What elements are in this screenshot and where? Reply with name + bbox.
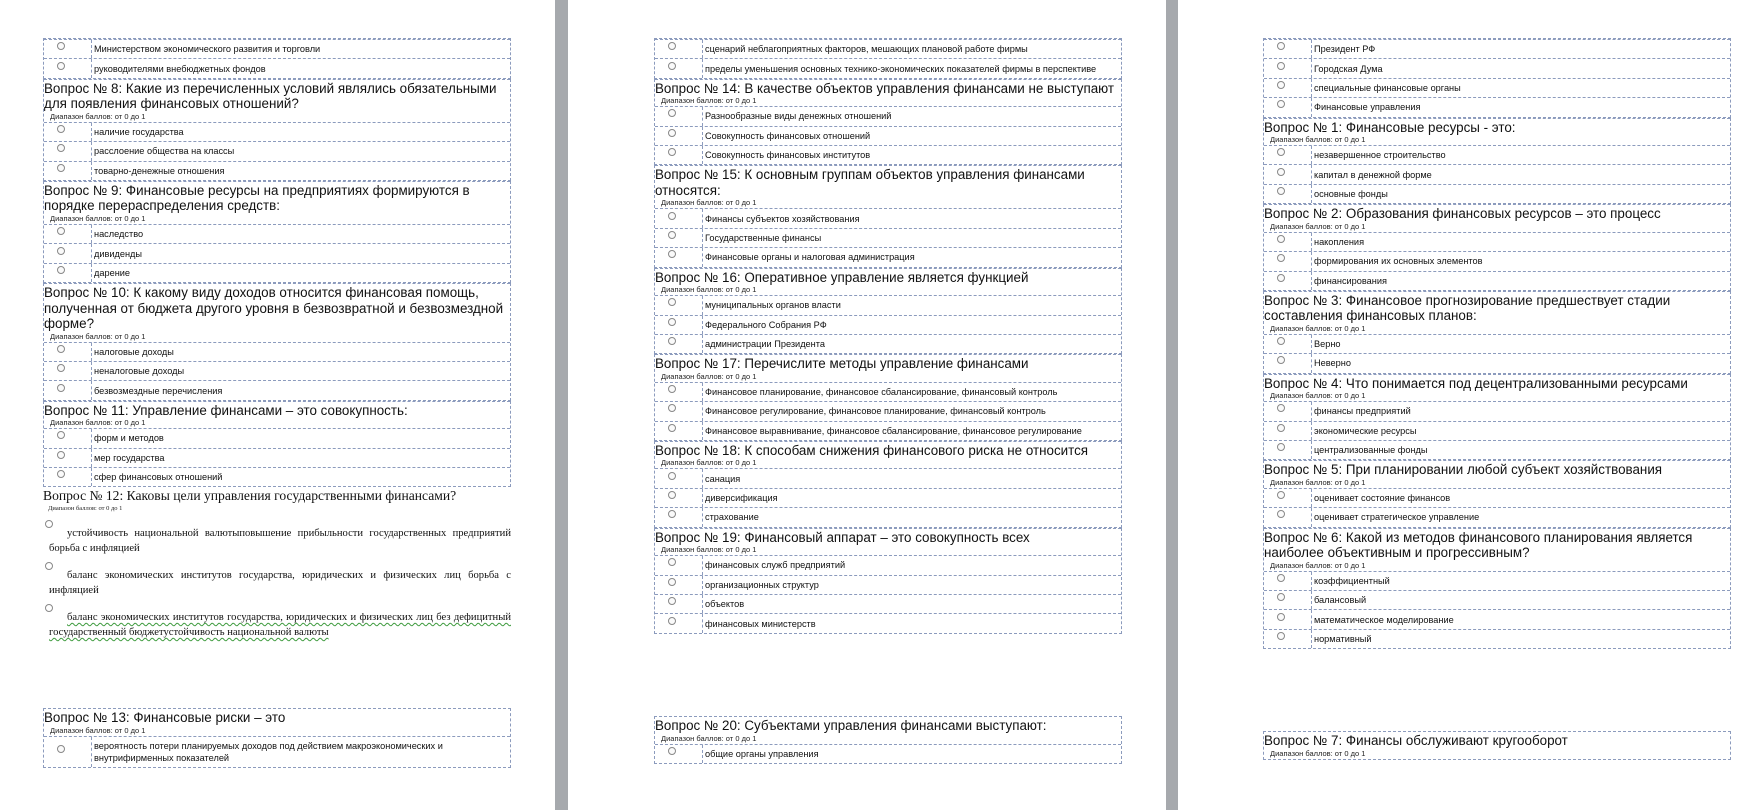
question-block-top: [1263, 38, 1731, 649]
radio-button[interactable]: [1277, 593, 1285, 601]
score-range: Диапазон баллов: от 0 до 1: [1270, 748, 1366, 758]
answer-option[interactable]: Неверно: [1264, 353, 1730, 372]
radio-button[interactable]: [57, 451, 65, 459]
question-continuation: [654, 38, 1122, 79]
radio-button[interactable]: [1277, 510, 1285, 518]
answer-option[interactable]: централизованные фонды: [1264, 440, 1730, 459]
question-title: Вопрос № 14: В качестве объектов управления финансами не выступают: [655, 79, 1121, 97]
answer-option[interactable]: Финансовые управления: [1264, 97, 1730, 116]
answer-option[interactable]: организационных структур: [655, 575, 1121, 594]
answer-option[interactable]: руководителями внебюджетных фондов: [44, 58, 510, 77]
question-title: Вопрос № 3: Финансовое прогнозирование предшествует стадии составления финансовых планов:: [1264, 291, 1730, 324]
question-10: [43, 283, 511, 401]
score-range: Диапазон баллов: от 0 до 1: [50, 331, 146, 341]
radio-button[interactable]: [668, 578, 676, 586]
radio-button[interactable]: [668, 424, 676, 432]
answer-option[interactable]: Финансовое регулирование, финансовое планирование, финансовый контроль: [655, 401, 1121, 420]
radio-button[interactable]: [57, 431, 65, 439]
question-7: [1263, 731, 1731, 760]
answer-option[interactable]: финансирования: [1264, 271, 1730, 290]
answer-option[interactable]: сценарий неблагоприятных факторов, мешающих плановой работе фирмы: [655, 39, 1121, 58]
radio-button[interactable]: [57, 745, 65, 753]
answer-option[interactable]: оценивает стратегическое управление: [1264, 507, 1730, 526]
answer-option[interactable]: администрации Президента: [655, 334, 1121, 353]
answer-option[interactable]: Финансовое выравнивание, финансовое сбалансирование, финансовое регулирование: [655, 421, 1121, 440]
question-title: Вопрос № 4: Что понимается под децентрализованными ресурсами: [1264, 374, 1730, 392]
question-2: [1263, 204, 1731, 291]
radio-button[interactable]: [668, 747, 676, 755]
question-20: [654, 716, 1122, 764]
answer-option[interactable]: баланс экономических институтов государства, юридических и физических лиц борьба с инфляцией: [43, 562, 511, 598]
radio-button[interactable]: [57, 144, 65, 152]
radio-button[interactable]: [1277, 574, 1285, 582]
radio-button[interactable]: [1277, 187, 1285, 195]
answer-option[interactable]: Финансовые органы и налоговая администрация: [655, 247, 1121, 266]
radio-button[interactable]: [57, 62, 65, 70]
question-1: [1263, 118, 1731, 205]
radio-button[interactable]: [1277, 100, 1285, 108]
radio-button[interactable]: [668, 148, 676, 156]
radio-button[interactable]: [668, 109, 676, 117]
radio-button[interactable]: [668, 472, 676, 480]
answer-option[interactable]: специальные финансовые органы: [1264, 78, 1730, 97]
answer-option[interactable]: объектов: [655, 594, 1121, 613]
answer-option[interactable]: дарение: [44, 263, 510, 282]
question-4: [1263, 374, 1731, 461]
answer-option[interactable]: Финансовое планирование, финансовое сбалансирование, финансовый контроль: [655, 382, 1121, 401]
score-range: Диапазон баллов: от 0 до 1: [1270, 135, 1366, 145]
answer-option[interactable]: математическое моделирование: [1264, 609, 1730, 628]
answer-option[interactable]: капитал в денежной форме: [1264, 164, 1730, 183]
answer-option[interactable]: наличие государства: [44, 122, 510, 141]
question-title: Вопрос № 5: При планировании любой субъект хозяйствования: [1264, 460, 1730, 478]
radio-button[interactable]: [668, 62, 676, 70]
radio-button[interactable]: [1277, 443, 1285, 451]
question-17: [654, 354, 1122, 441]
radio-button[interactable]: [668, 597, 676, 605]
radio-button[interactable]: [668, 231, 676, 239]
answer-option[interactable]: экономические ресурсы: [1264, 421, 1730, 440]
answer-option[interactable]: наследство: [44, 224, 510, 243]
answer-option[interactable]: форм и методов: [44, 428, 510, 447]
radio-button[interactable]: [1277, 424, 1285, 432]
score-range: Диапазон баллов: от 0 до 1: [1270, 391, 1366, 401]
score-range: Диапазон баллов: от 0 до 1: [661, 285, 757, 295]
score-range: Диапазон баллов: от 0 до 1: [50, 111, 146, 121]
score-range: Диапазон баллов: от 0 до 1: [661, 371, 757, 381]
score-range: Диапазон баллов: от 0 до 1: [50, 418, 146, 428]
question-19: [654, 528, 1122, 634]
question-15: [654, 165, 1122, 267]
score-range: Диапазон баллов: от 0 до 1: [1270, 323, 1366, 333]
radio-button[interactable]: [1277, 42, 1285, 50]
score-range: Диапазон баллов: от 0 до 1: [1270, 560, 1366, 570]
question-block-top: [43, 38, 511, 640]
answer-option[interactable]: финансовых министерств: [655, 613, 1121, 632]
answer-option[interactable]: общие органы управления: [655, 744, 1121, 763]
radio-button[interactable]: [57, 42, 65, 50]
radio-button[interactable]: [668, 510, 676, 518]
answer-option[interactable]: дивиденды: [44, 243, 510, 262]
question-6: [1263, 528, 1731, 650]
score-range: Диапазон баллов: от 0 до 1: [661, 96, 757, 106]
radio-button[interactable]: [668, 212, 676, 220]
answer-option[interactable]: Федерального Собрания РФ: [655, 315, 1121, 334]
radio-button[interactable]: [668, 491, 676, 499]
answer-option[interactable]: устойчивость национальной валютыповышение прибыльности государственных предприятий борьба с инфляцией: [43, 520, 511, 556]
answer-option[interactable]: оценивает состояние финансов: [1264, 488, 1730, 507]
score-range: Диапазон баллов: от 0 до 1: [1270, 477, 1366, 487]
radio-button[interactable]: [1277, 613, 1285, 621]
radio-button[interactable]: [57, 470, 65, 478]
document-page-3: [1178, 0, 1760, 810]
answer-option[interactable]: финансы предприятий: [1264, 401, 1730, 420]
radio-button[interactable]: [668, 129, 676, 137]
radio-button[interactable]: [1277, 62, 1285, 70]
question-11: [43, 401, 511, 488]
question-title: Вопрос № 8: Какие из перечисленных условий являлись обязательными для появления финансовых отношений?: [44, 79, 510, 112]
question-continuation: [43, 38, 511, 79]
radio-button[interactable]: [668, 337, 676, 345]
radio-button[interactable]: [668, 318, 676, 326]
answer-option[interactable]: Государственные финансы: [655, 228, 1121, 247]
question-13: [43, 708, 511, 768]
answer-option[interactable]: основные фонды: [1264, 184, 1730, 203]
question-16: [654, 268, 1122, 355]
question-block-bottom: [654, 716, 1122, 764]
question-block-bottom: [1263, 731, 1731, 760]
radio-button[interactable]: [57, 247, 65, 255]
radio-button[interactable]: [1277, 274, 1285, 282]
answer-option[interactable]: Президент РФ: [1264, 39, 1730, 58]
question-title: Вопрос № 1: Финансовые ресурсы - это:: [1264, 118, 1730, 136]
radio-button[interactable]: [1277, 356, 1285, 364]
answer-option[interactable]: муниципальных органов власти: [655, 295, 1121, 314]
score-range: Диапазон баллов: от 0 до 1: [661, 198, 757, 208]
answer-option[interactable]: Совокупность финансовых институтов: [655, 145, 1121, 164]
answer-option[interactable]: Совокупность финансовых отношений: [655, 126, 1121, 145]
radio-button[interactable]: [668, 404, 676, 412]
radio-button[interactable]: [1277, 491, 1285, 499]
answer-option[interactable]: расслоение общества на классы: [44, 141, 510, 160]
radio-button[interactable]: [668, 250, 676, 258]
answer-option[interactable]: неналоговые доходы: [44, 361, 510, 380]
question-title: Вопрос № 19: Финансовый аппарат – это совокупность всех: [655, 528, 1121, 546]
answer-option[interactable]: нормативный: [1264, 629, 1730, 648]
question-3: [1263, 291, 1731, 374]
question-title: Вопрос № 20: Субъектами управления финансами выступают:: [655, 718, 1047, 733]
answer-option[interactable]: коэффициентный: [1264, 571, 1730, 590]
answer-option[interactable]: балансовый: [1264, 590, 1730, 609]
radio-button[interactable]: [668, 42, 676, 50]
radio-button[interactable]: [57, 266, 65, 274]
radio-button[interactable]: [1277, 632, 1285, 640]
radio-button[interactable]: [57, 345, 65, 353]
answer-option[interactable]: финансовых служб предприятий: [655, 555, 1121, 574]
score-range: Диапазон баллов: от 0 до 1: [50, 725, 146, 735]
radio-button[interactable]: [1277, 337, 1285, 345]
question-title: Вопрос № 2: Образования финансовых ресурсов – это процесс: [1264, 204, 1730, 222]
answer-option[interactable]: санация: [655, 468, 1121, 487]
question-12: [43, 487, 511, 640]
answer-option[interactable]: товарно-денежные отношения: [44, 161, 510, 180]
radio-button[interactable]: [668, 617, 676, 625]
question-title: Вопрос № 17: Перечислите методы управление финансами: [655, 354, 1121, 372]
question-18: [654, 441, 1122, 528]
question-title: Вопрос № 11: Управление финансами – это совокупность:: [44, 401, 510, 419]
radio-button[interactable]: [57, 227, 65, 235]
question-title: Вопрос № 18: К способам снижения финансового риска не относится: [655, 441, 1121, 459]
answer-option[interactable]: сфер финансовых отношений: [44, 467, 510, 486]
answer-option[interactable]: страхование: [655, 507, 1121, 526]
score-range: Диапазон баллов: от 0 до 1: [48, 504, 123, 512]
question-title: Вопрос № 6: Какой из методов финансового планирования является наиболее объективным и прогрессивным?: [1264, 528, 1730, 561]
radio-button[interactable]: [1277, 148, 1285, 156]
question-title: Вопрос № 15: К основным группам объектов управления финансами относятся:: [655, 165, 1121, 198]
radio-button[interactable]: [57, 384, 65, 392]
radio-button[interactable]: [668, 558, 676, 566]
radio-button[interactable]: [668, 298, 676, 306]
question-5: [1263, 460, 1731, 527]
document-page-1: [0, 0, 555, 810]
answer-option[interactable]: Разнообразные виды денежных отношений: [655, 106, 1121, 125]
score-range: Диапазон баллов: от 0 до 1: [661, 545, 757, 555]
question-title: Вопрос № 12: Каковы цели управления государственными финансами?: [43, 488, 457, 504]
document-page-2: [568, 0, 1166, 810]
answer-option[interactable]: незавершенное строительство: [1264, 145, 1730, 164]
score-range: Диапазон баллов: от 0 до 1: [661, 733, 757, 743]
question-continuation: [1263, 38, 1731, 118]
answer-option[interactable]: мер государства: [44, 448, 510, 467]
question-8: [43, 79, 511, 181]
question-title: Вопрос № 16: Оперативное управление является функцией: [655, 268, 1121, 286]
question-block-bottom: [43, 708, 511, 768]
question-title: Вопрос № 10: К какому виду доходов относится финансовая помощь, полученная от бюджета другого уровня в безвозвратной и безвозмездной форме?: [44, 283, 510, 332]
answer-option[interactable]: Верно: [1264, 334, 1730, 353]
radio-button[interactable]: [1277, 404, 1285, 412]
score-range: Диапазон баллов: от 0 до 1: [1270, 221, 1366, 231]
answer-option[interactable]: баланс экономических институтов государства, юридических и физических лиц без дефицитный государственный бюджетустойчивость национальной валюты: [43, 604, 511, 640]
radio-button[interactable]: [57, 364, 65, 372]
question-title: Вопрос № 7: Финансы обслуживают кругооборот: [1264, 733, 1568, 748]
question-14: [654, 79, 1122, 166]
question-title: Вопрос № 9: Финансовые ресурсы на предприятиях формируются в порядке перераспределения средств:: [44, 181, 510, 214]
answer-option[interactable]: формирования их основных элементов: [1264, 251, 1730, 270]
answer-option[interactable]: вероятность потери планируемых доходов под действием макроэкономических и внутрифирменных показателей: [44, 736, 510, 767]
score-range: Диапазон баллов: от 0 до 1: [661, 458, 757, 468]
answer-option[interactable]: пределы уменьшения основных технико-экономических показателей фирмы в перспективе: [655, 58, 1121, 77]
answer-option[interactable]: налоговые доходы: [44, 342, 510, 361]
question-block-top: [654, 38, 1122, 634]
radio-button[interactable]: [1277, 81, 1285, 89]
answer-option[interactable]: Министерством экономического развития и торговли: [44, 39, 510, 58]
answer-option[interactable]: Финансы субъектов хозяйствования: [655, 208, 1121, 227]
answer-option[interactable]: накопления: [1264, 232, 1730, 251]
question-9: [43, 181, 511, 283]
radio-button[interactable]: [1277, 254, 1285, 262]
radio-button[interactable]: [1277, 168, 1285, 176]
answer-option[interactable]: Городская Дума: [1264, 58, 1730, 77]
radio-button[interactable]: [57, 125, 65, 133]
radio-button[interactable]: [1277, 235, 1285, 243]
radio-button[interactable]: [668, 385, 676, 393]
score-range: Диапазон баллов: от 0 до 1: [50, 213, 146, 223]
question-title: Вопрос № 13: Финансовые риски – это: [44, 710, 286, 725]
radio-button[interactable]: [57, 164, 65, 172]
answer-option[interactable]: безвозмездные перечисления: [44, 380, 510, 399]
answer-option[interactable]: диверсификация: [655, 488, 1121, 507]
